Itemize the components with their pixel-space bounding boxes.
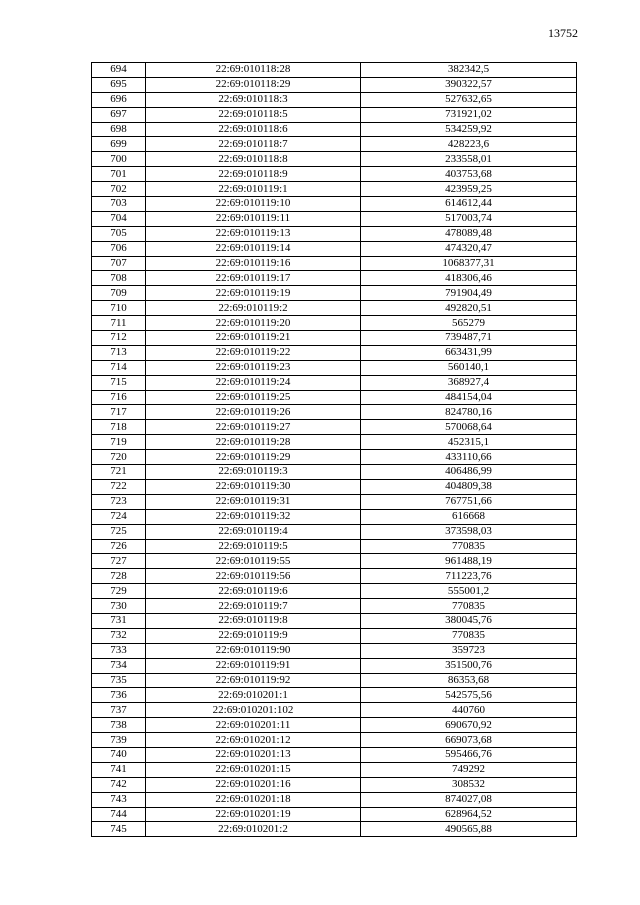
cadastral-number-cell: 22:69:010119:9 xyxy=(146,628,361,643)
cadastral-number-cell: 22:69:010119:22 xyxy=(146,345,361,360)
cadastral-value-cell: 490565,88 xyxy=(361,822,577,837)
cadastral-value-cell: 824780,16 xyxy=(361,405,577,420)
cadastral-value-cell: 560140,1 xyxy=(361,360,577,375)
table-row xyxy=(92,703,577,718)
cadastral-number-cell: 22:69:010119:8 xyxy=(146,613,361,628)
table-row xyxy=(92,792,577,807)
row-number-cell: 699 xyxy=(92,137,146,152)
cadastral-value-cell: 351500,76 xyxy=(361,658,577,673)
table-row xyxy=(92,405,577,420)
cadastral-number-cell: 22:69:010201:12 xyxy=(146,733,361,748)
row-number-cell: 744 xyxy=(92,807,146,822)
table-row xyxy=(92,688,577,703)
cadastral-value-cell: 542575,56 xyxy=(361,688,577,703)
table-row xyxy=(92,122,577,137)
table-row xyxy=(92,286,577,301)
table-row xyxy=(92,450,577,465)
cadastral-number-cell: 22:69:010119:31 xyxy=(146,494,361,509)
cadastral-value-cell: 428223,6 xyxy=(361,137,577,152)
cadastral-value-cell: 478089,48 xyxy=(361,226,577,241)
cadastral-value-cell: 961488,19 xyxy=(361,554,577,569)
row-number-cell: 745 xyxy=(92,822,146,837)
row-number-cell: 715 xyxy=(92,375,146,390)
cadastral-value-cell: 440760 xyxy=(361,703,577,718)
cadastral-value-cell: 492820,51 xyxy=(361,301,577,316)
cadastral-number-cell: 22:69:010201:1 xyxy=(146,688,361,703)
row-number-cell: 709 xyxy=(92,286,146,301)
row-number-cell: 710 xyxy=(92,301,146,316)
cadastral-value-cell: 452315,1 xyxy=(361,435,577,450)
cadastral-value-cell: 423959,25 xyxy=(361,182,577,197)
cadastral-value-cell: 404809,38 xyxy=(361,479,577,494)
table-row xyxy=(92,360,577,375)
row-number-cell: 726 xyxy=(92,539,146,554)
table-row xyxy=(92,762,577,777)
row-number-cell: 704 xyxy=(92,211,146,226)
row-number-cell: 717 xyxy=(92,405,146,420)
table-row xyxy=(92,718,577,733)
cadastral-number-cell: 22:69:010119:2 xyxy=(146,301,361,316)
cadastral-number-cell: 22:69:010118:5 xyxy=(146,107,361,122)
table-row xyxy=(92,673,577,688)
cadastral-number-cell: 22:69:010119:29 xyxy=(146,450,361,465)
row-number-cell: 725 xyxy=(92,524,146,539)
cadastral-value-cell: 418306,46 xyxy=(361,271,577,286)
table-row xyxy=(92,316,577,331)
cadastral-value-cell: 86353,68 xyxy=(361,673,577,688)
cadastral-value-cell: 233558,01 xyxy=(361,152,577,167)
table-row xyxy=(92,628,577,643)
cadastral-number-cell: 22:69:010119:7 xyxy=(146,599,361,614)
cadastral-value-cell: 380045,76 xyxy=(361,613,577,628)
row-number-cell: 697 xyxy=(92,107,146,122)
cadastral-number-cell: 22:69:010201:16 xyxy=(146,777,361,792)
row-number-cell: 723 xyxy=(92,494,146,509)
row-number-cell: 739 xyxy=(92,733,146,748)
cadastral-number-cell: 22:69:010119:28 xyxy=(146,435,361,450)
table-row xyxy=(92,613,577,628)
table-row xyxy=(92,345,577,360)
row-number-cell: 735 xyxy=(92,673,146,688)
cadastral-number-cell: 22:69:010119:25 xyxy=(146,390,361,405)
table-row xyxy=(92,599,577,614)
row-number-cell: 720 xyxy=(92,450,146,465)
row-number-cell: 712 xyxy=(92,331,146,346)
table-row xyxy=(92,152,577,167)
cadastral-number-cell: 22:69:010119:16 xyxy=(146,256,361,271)
cadastral-number-cell: 22:69:010119:10 xyxy=(146,197,361,212)
cadastral-value-cell: 484154,04 xyxy=(361,390,577,405)
cadastral-value-cell: 368927,4 xyxy=(361,375,577,390)
row-number-cell: 719 xyxy=(92,435,146,450)
page-number: 13752 xyxy=(548,26,578,40)
cadastral-number-cell: 22:69:010119:56 xyxy=(146,569,361,584)
cadastral-value-cell: 1068377,31 xyxy=(361,256,577,271)
cadastral-value-cell: 669073,68 xyxy=(361,733,577,748)
row-number-cell: 741 xyxy=(92,762,146,777)
cadastral-value-cell: 767751,66 xyxy=(361,494,577,509)
row-number-cell: 736 xyxy=(92,688,146,703)
cadastral-number-cell: 22:69:010118:6 xyxy=(146,122,361,137)
cadastral-value-cell: 474320,47 xyxy=(361,241,577,256)
table-row xyxy=(92,465,577,480)
cadastral-number-cell: 22:69:010119:24 xyxy=(146,375,361,390)
row-number-cell: 694 xyxy=(92,63,146,78)
cadastral-value-cell: 595466,76 xyxy=(361,747,577,762)
cadastral-value-cell: 555001,2 xyxy=(361,584,577,599)
table-row xyxy=(92,569,577,584)
cadastral-number-cell: 22:69:010119:23 xyxy=(146,360,361,375)
cadastral-value-cell: 359723 xyxy=(361,643,577,658)
cadastral-value-cell: 433110,66 xyxy=(361,450,577,465)
row-number-cell: 714 xyxy=(92,360,146,375)
cadastral-value-cell: 382342,5 xyxy=(361,63,577,78)
row-number-cell: 727 xyxy=(92,554,146,569)
cadastral-value-cell: 373598,03 xyxy=(361,524,577,539)
cadastral-number-cell: 22:69:010118:29 xyxy=(146,77,361,92)
cadastral-number-cell: 22:69:010201:11 xyxy=(146,718,361,733)
table-row xyxy=(92,509,577,524)
cadastral-number-cell: 22:69:010201:19 xyxy=(146,807,361,822)
table-row xyxy=(92,435,577,450)
row-number-cell: 695 xyxy=(92,77,146,92)
table-row xyxy=(92,643,577,658)
cadastral-number-cell: 22:69:010119:55 xyxy=(146,554,361,569)
cadastral-value-cell: 308532 xyxy=(361,777,577,792)
cadastral-number-cell: 22:69:010118:8 xyxy=(146,152,361,167)
table-body xyxy=(92,63,577,837)
row-number-cell: 740 xyxy=(92,747,146,762)
table-row xyxy=(92,63,577,78)
table-row xyxy=(92,777,577,792)
cadastral-number-cell: 22:69:010119:17 xyxy=(146,271,361,286)
table-row xyxy=(92,733,577,748)
cadastral-value-cell: 749292 xyxy=(361,762,577,777)
table-row xyxy=(92,390,577,405)
cadastral-value-cell: 570068,64 xyxy=(361,420,577,435)
cadastral-value-cell: 874027,08 xyxy=(361,792,577,807)
table-row xyxy=(92,822,577,837)
row-number-cell: 718 xyxy=(92,420,146,435)
table-row xyxy=(92,256,577,271)
cadastral-value-cell: 614612,44 xyxy=(361,197,577,212)
table-row xyxy=(92,554,577,569)
table-row xyxy=(92,137,577,152)
row-number-cell: 701 xyxy=(92,167,146,182)
row-number-cell: 732 xyxy=(92,628,146,643)
cadastral-number-cell: 22:69:010119:14 xyxy=(146,241,361,256)
row-number-cell: 742 xyxy=(92,777,146,792)
cadastral-value-cell: 390322,57 xyxy=(361,77,577,92)
row-number-cell: 722 xyxy=(92,479,146,494)
cadastral-number-cell: 22:69:010118:28 xyxy=(146,63,361,78)
cadastral-value-cell: 565279 xyxy=(361,316,577,331)
cadastral-number-cell: 22:69:010119:30 xyxy=(146,479,361,494)
row-number-cell: 728 xyxy=(92,569,146,584)
row-number-cell: 707 xyxy=(92,256,146,271)
row-number-cell: 696 xyxy=(92,92,146,107)
table-row xyxy=(92,77,577,92)
cadastral-value-cell: 403753,68 xyxy=(361,167,577,182)
cadastral-value-cell: 690670,92 xyxy=(361,718,577,733)
cadastral-number-cell: 22:69:010119:20 xyxy=(146,316,361,331)
row-number-cell: 716 xyxy=(92,390,146,405)
row-number-cell: 700 xyxy=(92,152,146,167)
row-number-cell: 711 xyxy=(92,316,146,331)
cadastral-value-cell: 616668 xyxy=(361,509,577,524)
row-number-cell: 737 xyxy=(92,703,146,718)
cadastral-value-cell: 739487,71 xyxy=(361,331,577,346)
table-row xyxy=(92,420,577,435)
table-row xyxy=(92,226,577,241)
cadastral-value-cell: 770835 xyxy=(361,539,577,554)
cadastral-number-cell: 22:69:010119:5 xyxy=(146,539,361,554)
table-row xyxy=(92,182,577,197)
table-row xyxy=(92,211,577,226)
row-number-cell: 743 xyxy=(92,792,146,807)
cadastral-value-cell: 406486,99 xyxy=(361,465,577,480)
cadastral-number-cell: 22:69:010119:26 xyxy=(146,405,361,420)
table-row xyxy=(92,375,577,390)
table-row xyxy=(92,107,577,122)
table-row xyxy=(92,524,577,539)
cadastral-value-cell: 527632,65 xyxy=(361,92,577,107)
cadastral-number-cell: 22:69:010119:11 xyxy=(146,211,361,226)
table-row xyxy=(92,584,577,599)
cadastral-number-cell: 22:69:010119:32 xyxy=(146,509,361,524)
row-number-cell: 703 xyxy=(92,197,146,212)
table-row xyxy=(92,539,577,554)
row-number-cell: 734 xyxy=(92,658,146,673)
cadastral-number-cell: 22:69:010119:27 xyxy=(146,420,361,435)
cadastral-number-cell: 22:69:010119:92 xyxy=(146,673,361,688)
table-row xyxy=(92,747,577,762)
row-number-cell: 729 xyxy=(92,584,146,599)
cadastral-number-cell: 22:69:010201:13 xyxy=(146,747,361,762)
table-row xyxy=(92,92,577,107)
cadastral-value-cell: 791904,49 xyxy=(361,286,577,301)
cadastral-number-cell: 22:69:010201:18 xyxy=(146,792,361,807)
cadastral-number-cell: 22:69:010118:9 xyxy=(146,167,361,182)
cadastral-value-cell: 731921,02 xyxy=(361,107,577,122)
cadastral-value-cell: 517003,74 xyxy=(361,211,577,226)
cadastral-number-cell: 22:69:010119:13 xyxy=(146,226,361,241)
table-row xyxy=(92,301,577,316)
table-row xyxy=(92,658,577,673)
table-row xyxy=(92,197,577,212)
cadastral-value-cell: 770835 xyxy=(361,628,577,643)
table-row xyxy=(92,241,577,256)
row-number-cell: 721 xyxy=(92,465,146,480)
cadastral-number-cell: 22:69:010119:21 xyxy=(146,331,361,346)
cadastral-value-cell: 711223,76 xyxy=(361,569,577,584)
row-number-cell: 698 xyxy=(92,122,146,137)
table-row xyxy=(92,479,577,494)
cadastral-number-cell: 22:69:010119:90 xyxy=(146,643,361,658)
row-number-cell: 702 xyxy=(92,182,146,197)
table-row xyxy=(92,331,577,346)
cadastral-number-cell: 22:69:010119:1 xyxy=(146,182,361,197)
row-number-cell: 730 xyxy=(92,599,146,614)
row-number-cell: 738 xyxy=(92,718,146,733)
row-number-cell: 713 xyxy=(92,345,146,360)
row-number-cell: 706 xyxy=(92,241,146,256)
cadastral-number-cell: 22:69:010119:19 xyxy=(146,286,361,301)
row-number-cell: 731 xyxy=(92,613,146,628)
cadastral-number-cell: 22:69:010119:4 xyxy=(146,524,361,539)
row-number-cell: 708 xyxy=(92,271,146,286)
cadastral-number-cell: 22:69:010118:3 xyxy=(146,92,361,107)
cadastral-value-cell: 770835 xyxy=(361,599,577,614)
table-row xyxy=(92,271,577,286)
cadastral-number-cell: 22:69:010201:15 xyxy=(146,762,361,777)
cadastral-number-cell: 22:69:010118:7 xyxy=(146,137,361,152)
table-row xyxy=(92,167,577,182)
row-number-cell: 733 xyxy=(92,643,146,658)
row-number-cell: 705 xyxy=(92,226,146,241)
cadastral-value-table xyxy=(91,62,577,837)
cadastral-value-cell: 663431,99 xyxy=(361,345,577,360)
cadastral-number-cell: 22:69:010119:6 xyxy=(146,584,361,599)
cadastral-number-cell: 22:69:010119:91 xyxy=(146,658,361,673)
cadastral-value-cell: 534259,92 xyxy=(361,122,577,137)
table-row xyxy=(92,807,577,822)
cadastral-number-cell: 22:69:010201:2 xyxy=(146,822,361,837)
cadastral-number-cell: 22:69:010119:3 xyxy=(146,465,361,480)
table-row xyxy=(92,494,577,509)
cadastral-value-cell: 628964,52 xyxy=(361,807,577,822)
row-number-cell: 724 xyxy=(92,509,146,524)
cadastral-number-cell: 22:69:010201:102 xyxy=(146,703,361,718)
